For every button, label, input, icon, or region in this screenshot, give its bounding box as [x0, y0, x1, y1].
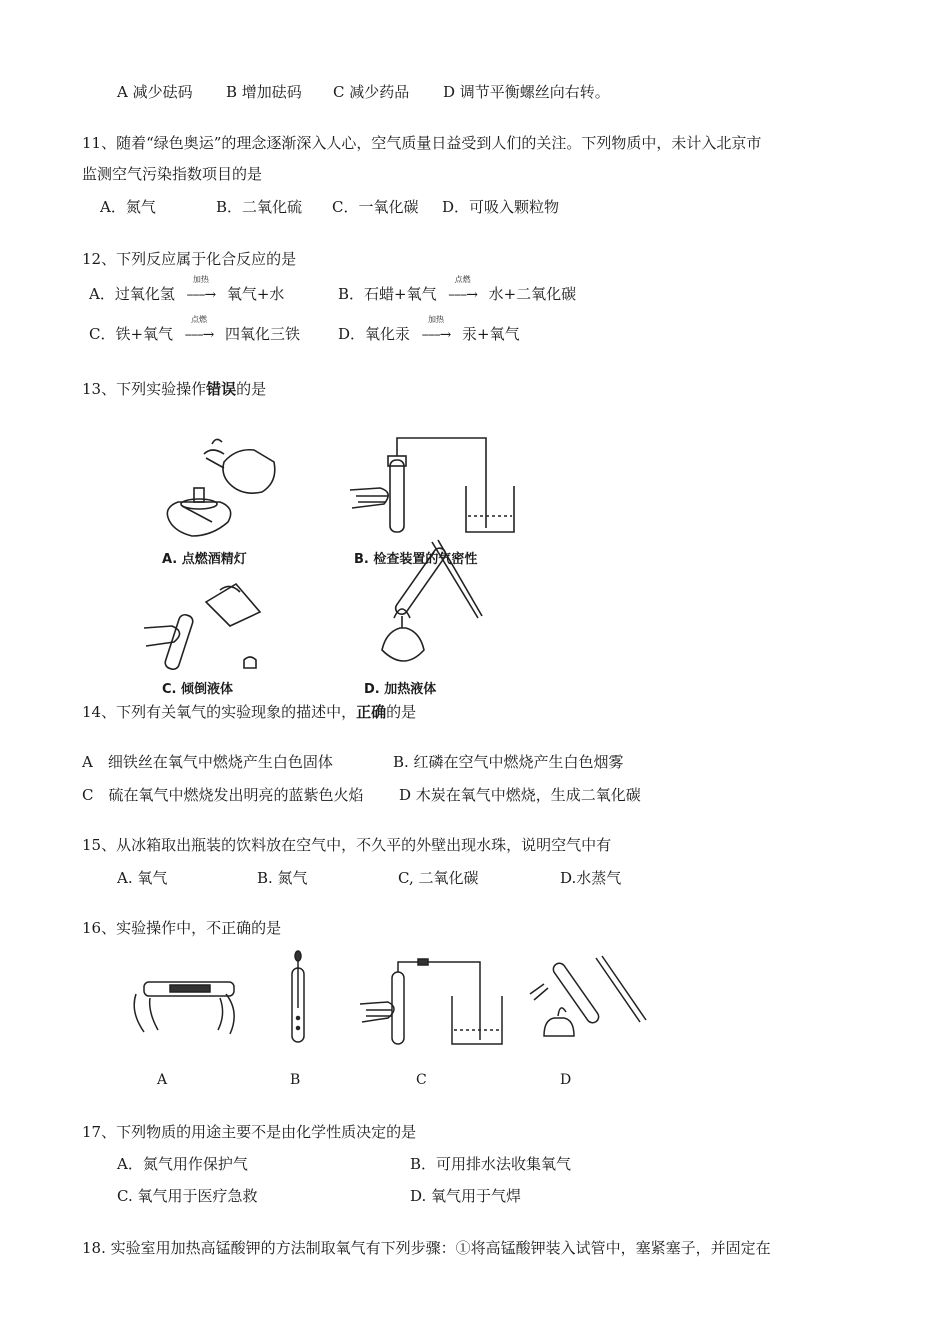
q12-option-c — [89, 315, 301, 345]
reaction-arrow: 加热 –––→ — [175, 284, 227, 305]
q14-option-c: C 硫在氧气中燃烧发出明亮的蓝紫色火焰 — [82, 786, 364, 804]
q10-option-a: A 减少砝码 — [117, 83, 193, 101]
q16-caption-a: A — [157, 1072, 168, 1088]
q18-stem: 18. 实验室用加热高锰酸钾的方法制取氧气有下列步骤：①将高锰酸钾装入试管中，塞紧塞子，并固定在 — [82, 1239, 771, 1257]
reaction-arrow: 加热 –––→ — [410, 324, 462, 345]
q16-stem: 16、实验操作中，不正确的是 — [82, 919, 282, 937]
q12-b-reactant: B．石蜡+氧气 — [338, 285, 437, 303]
q11-option-d: D．可吸入颗粒物 — [442, 198, 560, 216]
q12-d-condition: 加热 — [428, 315, 445, 324]
q16-caption-b: B — [290, 1072, 301, 1088]
q12-a-reactant: A．过氧化氢 — [89, 285, 175, 303]
q16-caption-c: C — [416, 1072, 427, 1088]
q15-stem: 15、从冰箱取出瓶装的饮料放在空气中，不久平的外壁出现水珠，说明空气中有 — [82, 836, 612, 854]
q14-stem — [82, 702, 416, 722]
q13-figure-label-b: B. 检查装置的气密性 — [354, 552, 478, 567]
q14-option-a: A 细铁丝在氧气中燃烧产生白色固体 — [82, 753, 333, 771]
airtightness-apparatus-icon — [360, 959, 502, 1044]
q14-stem-pre: 14、下列有关氧气的实验现象的描述中， — [82, 703, 357, 721]
heating-test-tube-icon — [530, 956, 646, 1036]
q17-option-a: A．氮气用作保护气 — [117, 1155, 248, 1173]
q14-stem-emphasis: 正确 — [356, 703, 387, 721]
q13-figure-label-a: A. 点燃酒精灯 — [162, 552, 247, 567]
q13-stem-emphasis: 错误 — [206, 380, 237, 398]
q11-option-b: B．二氧化硫 — [216, 198, 303, 216]
q14-stem-post: 的是 — [386, 703, 417, 721]
q12-stem: 12、下列反应属于化合反应的是 — [82, 250, 297, 268]
thermometer-icon — [134, 982, 234, 1034]
q13-stem-pre: 13、下列实验操作 — [82, 380, 207, 398]
q12-option-d — [338, 315, 520, 345]
q12-c-condition: 点燃 — [191, 315, 208, 324]
q10-option-c: C 减少药品 — [333, 83, 410, 101]
q12-c-product: 四氧化三铁 — [225, 325, 301, 343]
q12-d-reactant: D．氧化汞 — [338, 325, 411, 343]
q15-option-d: D.水蒸气 — [560, 869, 622, 887]
q15-option-b: B. 氮气 — [257, 869, 308, 887]
q13-figure-label-c: C. 倾倒液体 — [162, 682, 234, 697]
q11-option-a: A．氮气 — [100, 198, 156, 216]
q12-b-product: 水+二氧化碳 — [488, 285, 577, 303]
q15-option-c: C, 二氧化碳 — [398, 869, 479, 887]
q11-stem-line1: 11、随着“绿色奥运”的理念逐渐深入人心，空气质量日益受到人们的关注。下列物质中，未计入北京市 — [82, 134, 762, 152]
pouring-liquid-icon — [144, 584, 260, 671]
reaction-arrow: 点燃 –––→ — [173, 324, 225, 345]
q11-option-c: C．一氧化碳 — [332, 198, 419, 216]
q17-option-d: D. 氧气用于气焊 — [410, 1187, 522, 1205]
tilted-alcohol-lamp-icon — [204, 439, 275, 493]
q12-c-reactant: C．铁+氧气 — [89, 325, 174, 343]
q12-d-product: 汞+氧气 — [462, 325, 520, 343]
airtightness-apparatus-icon — [350, 438, 514, 532]
q17-option-b: B．可用排水法收集氧气 — [410, 1155, 572, 1173]
reaction-arrow: 点燃 –––→ — [437, 284, 489, 305]
q10-option-b: B 增加砝码 — [226, 83, 302, 101]
dropper-in-test-tube-icon — [292, 951, 304, 1042]
q11-stem-line2: 监测空气污染指数项目的是 — [82, 165, 263, 183]
q10-option-d: D 调节平衡螺丝向右转。 — [443, 83, 610, 101]
q12-option-b — [338, 275, 577, 305]
q16-figure — [130, 948, 660, 1048]
q12-b-condition: 点燃 — [454, 275, 471, 284]
q17-stem: 17、下列物质的用途主要不是由化学性质决定的是 — [82, 1123, 417, 1141]
q14-option-d: D 木炭在氧气中燃烧，生成二氧化碳 — [399, 786, 641, 804]
q13-stem-post: 的是 — [236, 380, 267, 398]
q12-a-condition: 加热 — [192, 275, 209, 284]
q17-option-c: C. 氧气用于医疗急救 — [117, 1187, 258, 1205]
q13-stem — [82, 379, 266, 399]
q15-option-a: A. 氧气 — [117, 869, 168, 887]
q12-option-a — [89, 275, 285, 305]
q13-figure — [132, 432, 524, 696]
q14-option-b: B. 红磷在空气中燃烧产生白色烟雾 — [393, 753, 624, 771]
q13-figure-label-d: D. 加热液体 — [364, 682, 437, 697]
q16-caption-d: D — [560, 1072, 572, 1088]
q12-a-product: 氧气+水 — [226, 285, 285, 303]
alcohol-lamp-icon — [167, 488, 230, 536]
